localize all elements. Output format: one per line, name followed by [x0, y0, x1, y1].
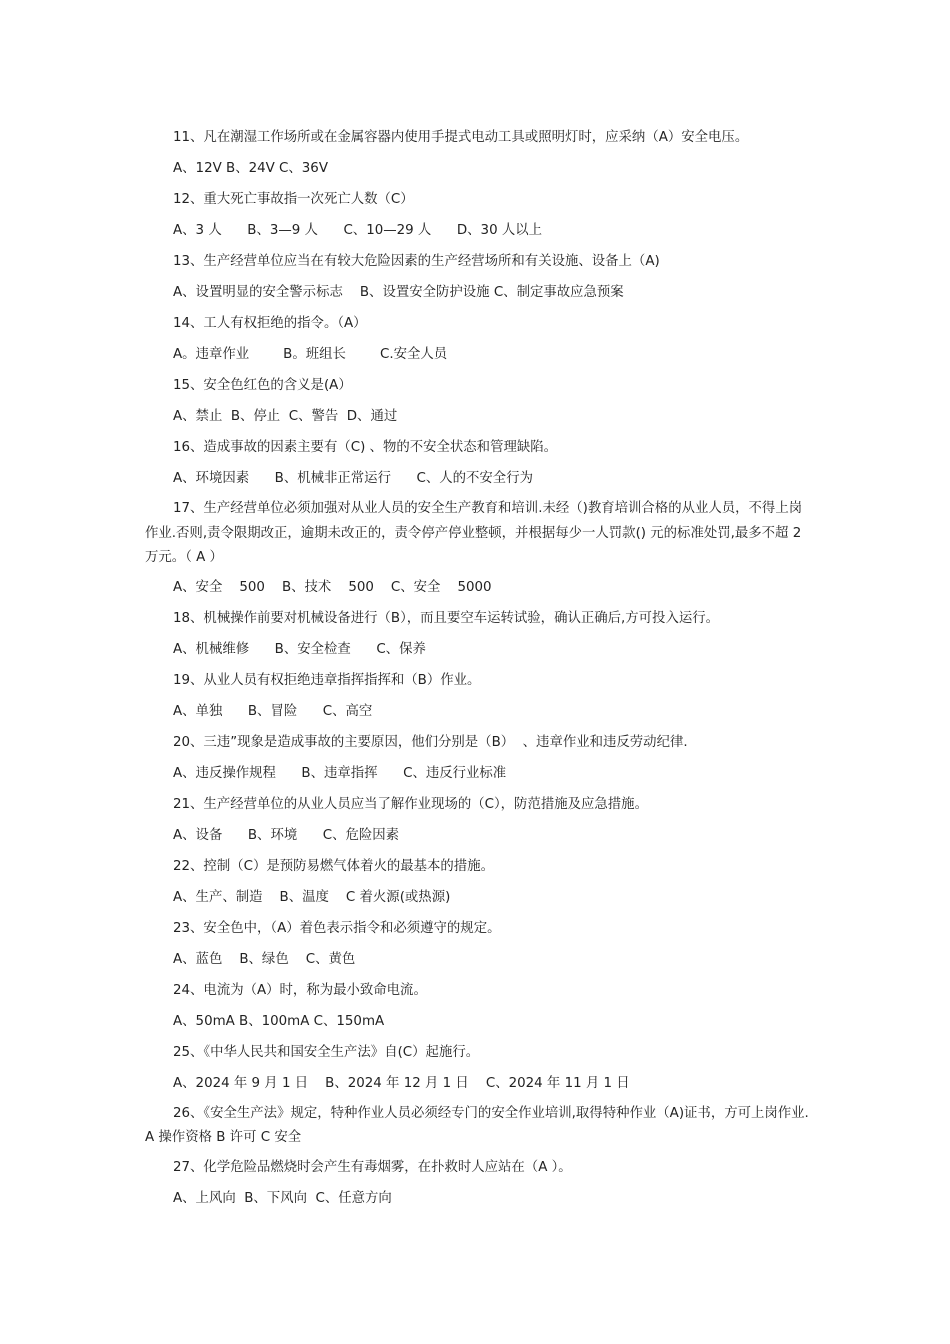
options-27: A、上风向 B、下风向 C、任意方向: [173, 1190, 392, 1206]
options-23: A、蓝色 B、绿色 C、黄色: [173, 951, 356, 967]
question-11: 11、凡在潮湿工作场所或在金属容器内使用手提式电动工具或照明灯时，应采纳（A）安全电压。: [173, 130, 749, 145]
options-24: A、50mA B、100mA C、150mA: [173, 1013, 385, 1029]
options-19: A、单独 B、冒险 C、高空: [173, 703, 373, 719]
question-22: 22、控制（C）是预防易燃气体着火的最基本的措施。: [173, 858, 494, 874]
options-14: A。违章作业 B。班组长 C.安全人员: [173, 347, 448, 362]
question-21: 21、生产经营单位的从业人员应当了解作业现场的（C），防范措施及应急措施。: [173, 796, 648, 812]
question-16: 16、造成事故的因素主要有（C) 、物的不安全状态和管理缺陷。: [173, 440, 558, 455]
question-17: 17、生产经营单位必须加强对从业人员的安全生产教育和培训.未经（)教育培训合格的从业人员，不得上岗作业.否则,责令限期改正，逾期未改正的，责令停产停业整顿，并根据每少一人罚款() 元的标准处罚,最多不超 2 万元。（ A ）: [145, 501, 803, 565]
options-21: A、设备 B、环境 C、危险因素: [173, 827, 400, 843]
question-27: 27、化学危险品燃烧时会产生有毒烟雾，在扑救时人应站在（A ）。: [173, 1159, 572, 1175]
options-17: A、安全 500 B、技术 500 C、安全 5000: [173, 579, 492, 595]
question-23: 23、安全色中，（A）着色表示指令和必须遵守的规定。: [173, 920, 501, 936]
question-14: 14、工人有权拒绝的指令。（A）: [173, 316, 367, 331]
question-25: 25、《中华人民共和国安全生产法》自(C）起施行。: [173, 1044, 480, 1060]
options-20: A、违反操作规程 B、违章指挥 C、违反行业标准: [173, 765, 507, 781]
options-15: A、禁止 B、停止 C、警告 D、通过: [173, 409, 398, 424]
question-19: 19、从业人员有权拒绝违章指挥指挥和（B）作业。: [173, 672, 481, 688]
options-13: A、设置明显的安全警示标志 B、设置安全防护设施 C、制定事故应急预案: [173, 285, 624, 300]
question-12: 12、重大死亡事故指一次死亡人数（C）: [173, 192, 414, 207]
question-15: 15、安全色红色的含义是(A）: [173, 378, 352, 393]
options-11: A、12V B、24V C、36V: [173, 161, 328, 176]
options-25: A、2024 年 9 月 1 日 B、2024 年 12 月 1 日 C、2024 年 11 月 1 日: [173, 1075, 630, 1091]
question-13: 13、生产经营单位应当在有较大危险因素的生产经营场所和有关设施、设备上（A): [173, 254, 660, 269]
options-22: A、生产、制造 B、温度 C 着火源(或热源): [173, 889, 451, 905]
options-18: A、机械维修 B、安全检查 C、保养: [173, 641, 426, 657]
question-20: 20、三违”现象是造成事故的主要原因，他们分别是（B） 、违章作业和违反劳动纪律.: [173, 734, 688, 750]
options-12: A、3 人 B、3—9 人 C、10—29 人 D、30 人以上: [173, 223, 543, 238]
question-26: 26、《安全生产法》规定，特种作业人员必须经专门的安全作业培训,取得特种作业（A)证书，方可上岗作业.A 操作资格 B 许可 C 安全: [145, 1105, 809, 1145]
options-16: A、环境因素 B、机械非正常运行 C、人的不安全行为: [173, 471, 533, 486]
question-24: 24、电流为（A）时，称为最小致命电流。: [173, 982, 427, 998]
question-18: 18、机械操作前要对机械设备进行（B），而且要空车运转试验，确认正确后,方可投入运行。: [173, 610, 720, 626]
